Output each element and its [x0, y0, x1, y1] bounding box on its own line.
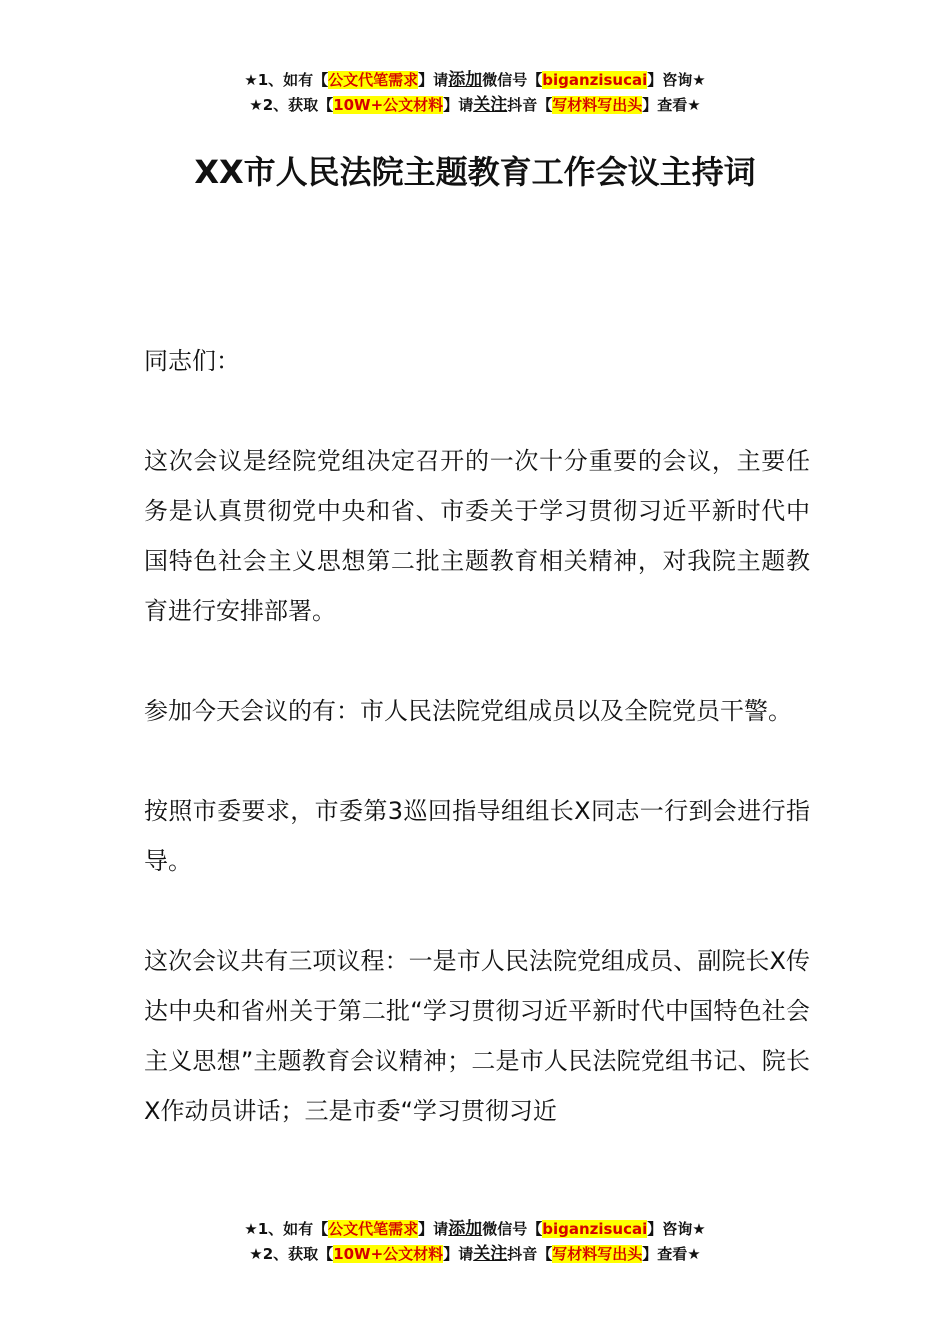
paragraph: 参加今天会议的有：市人民法院党组成员以及全院党员干警。 — [144, 697, 792, 725]
paragraph: 这次会议共有三项议程：一是市人民法院党组成员、副院长X传达中央和省州关于第二批“学习贯彻习近平新时代中国特色社会主义思想”主题教育会议精神；二是市人民法院党组书记、院长X作动员讲话；三是市委“学习贯彻习近 — [144, 947, 810, 1125]
paragraph: 这次会议是经院党组决定召开的一次十分重要的会议，主要任务是认真贯彻党中央和省、市委关于学习贯彻习近平新时代中国特色社会主义思想第二批主题教育相关精神，对我院主题教育进行安排部署。 — [144, 447, 810, 625]
document-body — [144, 336, 810, 1186]
star-icon: ★ — [249, 96, 263, 114]
emphasis-text: 关注 — [473, 1244, 508, 1264]
star-icon: ★ — [692, 71, 706, 89]
paragraph: 同志们： — [144, 347, 240, 375]
highlight-text: 10W+公文材料 — [333, 96, 444, 114]
banner-line-2: ★2、获取【10W+公文材料】请关注抖音【写材料写出头】查看★ — [249, 1244, 701, 1264]
star-icon: ★ — [244, 71, 258, 89]
footer-banner — [0, 1217, 950, 1267]
banner-line-1: ★1、如有【公文代笔需求】请添加微信号【biganzisucai】咨询★ — [244, 1219, 706, 1239]
highlight-text: 公文代笔需求 — [328, 1220, 419, 1238]
banner-line-2: ★2、获取【10W+公文材料】请关注抖音【写材料写出头】查看★ — [249, 95, 701, 115]
star-icon: ★ — [249, 1245, 263, 1263]
paragraph: 按照市委要求，市委第3巡回指导组组长X同志一行到会进行指导。 — [144, 797, 810, 875]
star-icon: ★ — [687, 1245, 701, 1263]
banner-line-1: ★1、如有【公文代笔需求】请添加微信号【biganzisucai】咨询★ — [244, 70, 706, 90]
douyin-account: 写材料写出头 — [552, 1245, 643, 1263]
douyin-account: 写材料写出头 — [552, 96, 643, 114]
emphasis-text: 添加 — [448, 1219, 483, 1239]
star-icon: ★ — [244, 1220, 258, 1238]
emphasis-text: 关注 — [473, 95, 508, 115]
document-title: XX市人民法院主题教育工作会议主持词 — [194, 153, 756, 191]
emphasis-text: 添加 — [448, 70, 483, 90]
highlight-text: 公文代笔需求 — [328, 71, 419, 89]
wechat-id: biganzisucai — [542, 71, 648, 89]
wechat-id: biganzisucai — [542, 1220, 648, 1238]
header-banner — [0, 68, 950, 118]
star-icon: ★ — [692, 1220, 706, 1238]
star-icon: ★ — [687, 96, 701, 114]
highlight-text: 10W+公文材料 — [333, 1245, 444, 1263]
